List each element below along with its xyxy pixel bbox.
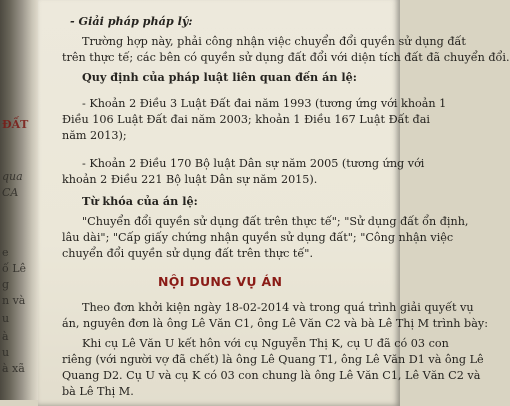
text-line: - Khoản 2 Điều 170 Bộ luật Dân sự năm 2005 (tương ứng với xyxy=(82,157,425,170)
prev-page-fragment: qua xyxy=(2,170,23,183)
heading-legal-provisions: Quy định của pháp luật liên quan đến án lệ: xyxy=(82,70,357,84)
prev-page-fragment: CA xyxy=(2,186,19,199)
text-line: lâu dài"; "Cấp giấy chứng nhận quyền sử dụng đất"; "Công nhận việc xyxy=(62,231,454,244)
text-line: Khi cụ Lê Văn U kết hôn với cụ Nguyễn Thị K, cụ U đã có 03 con xyxy=(82,337,449,350)
text-line: chuyển đổi quyền sử dụng đất trên thực tế". xyxy=(62,247,314,260)
text-line: Điều 106 Luật Đất đai năm 2003; khoản 1 Điều 167 Luật Đất đai xyxy=(62,113,430,126)
text-line: năm 2013); xyxy=(62,129,127,142)
text-line: trên thực tế; các bên có quyền sử dụng đất đổi với diện tích đất đã chuyển đổi. xyxy=(62,51,510,64)
text-line: bà Lê Thị M. xyxy=(62,385,134,398)
prev-page-fragment: e xyxy=(2,246,9,259)
heading-keywords: Từ khóa của án lệ: xyxy=(82,194,198,208)
text-line: Theo đơn khởi kiện ngày 18-02-2014 và trong quá trình giải quyết vụ xyxy=(82,301,474,314)
text-line: "Chuyển đổi quyền sử dụng đất trên thực tế"; "Sử dụng đất ổn định, xyxy=(82,215,469,228)
prev-page-fragment: ố Lê xyxy=(2,262,27,275)
previous-page-edge xyxy=(0,0,34,400)
prev-page-fragment: ĐẤT xyxy=(2,118,29,131)
text-line: - Khoản 2 Điều 3 Luật Đất đai năm 1993 (tương ứng với khoản 1 xyxy=(82,97,447,110)
text-line: riêng (với người vợ đã chết) là ông Lê Quang T1, ông Lê Văn D1 và ông Lê xyxy=(62,353,484,366)
prev-page-fragment: n và xyxy=(2,294,26,307)
text-line: Quang D2. Cụ U và cụ K có 03 con chung là ông Lê Văn C1, Lê Văn C2 và xyxy=(62,369,481,382)
prev-page-fragment: à xyxy=(2,330,9,343)
prev-page-fragment: u xyxy=(2,346,10,359)
prev-page-fragment: à xã xyxy=(2,362,25,375)
text-line: khoản 2 Điều 221 Bộ luật Dân sự năm 2015). xyxy=(62,173,318,186)
prev-page-fragment: u xyxy=(2,312,10,325)
section-title: NỘI DUNG VỤ ÁN xyxy=(158,274,283,289)
prev-page-fragment: g xyxy=(2,278,10,291)
text-line: án, nguyên đơn là ông Lê Văn C1, ông Lê Văn C2 và bà Lê Thị M trình bày: xyxy=(62,317,488,330)
book-page xyxy=(38,0,510,406)
text-line: Trường hợp này, phải công nhận việc chuyển đổi quyền sử dụng đất xyxy=(82,35,466,48)
heading-legal-solution: - Giải pháp pháp lý: xyxy=(70,14,193,28)
